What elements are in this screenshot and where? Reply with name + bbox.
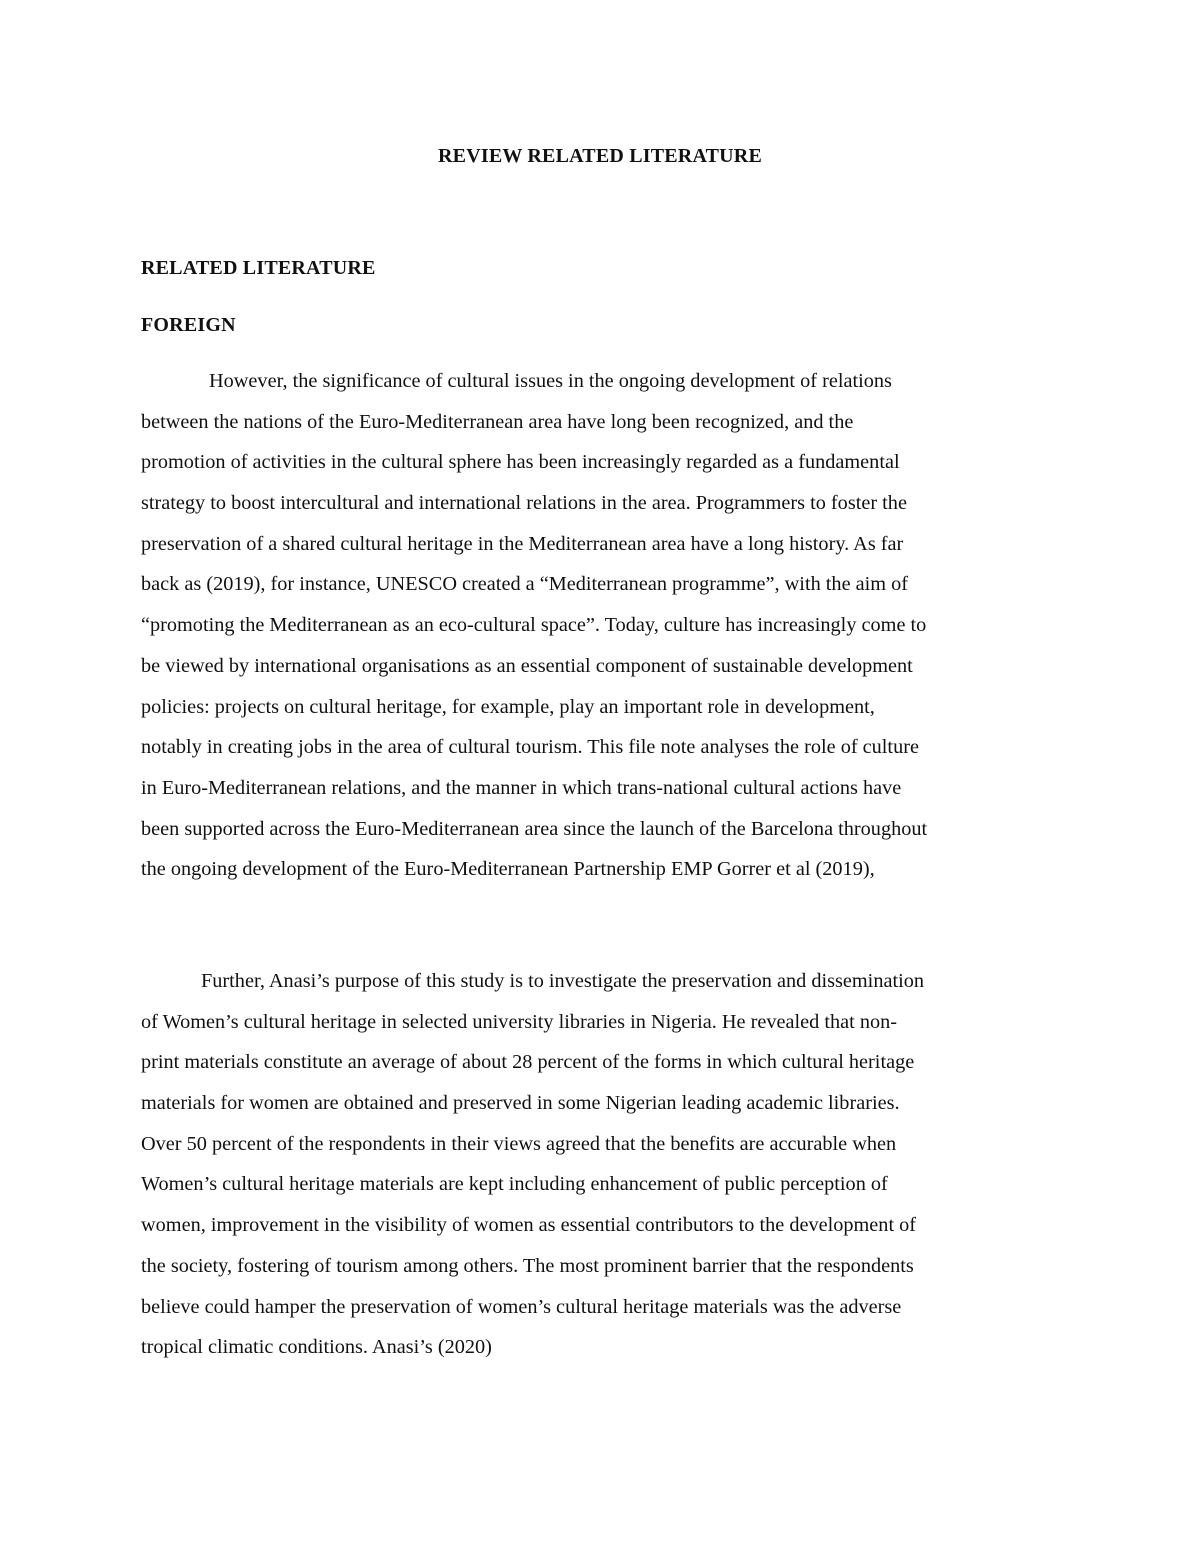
paragraph-line: “promoting the Mediterranean as an eco-cultural space”. Today, culture has increasingly come to [141, 614, 927, 637]
paragraph-line: Women’s cultural heritage materials are kept including enhancement of public perception of [141, 1173, 888, 1196]
section-heading: RELATED LITERATURE [141, 257, 376, 279]
paragraph-line: between the nations of the Euro-Mediterranean area have long been recognized, and the [141, 410, 854, 433]
paragraph-line: However, the significance of cultural issues in the ongoing development of relations [209, 370, 892, 392]
paragraph-line: Further, Anasi’s purpose of this study is to investigate the preservation and dissemination [201, 970, 925, 992]
paragraph-line: preservation of a shared cultural heritage in the Mediterranean area have a long history. As far [141, 532, 904, 555]
paragraph-line: been supported across the Euro-Mediterranean area since the launch of the Barcelona throughout [141, 817, 928, 840]
paragraph-line: strategy to boost intercultural and international relations in the area. Programmers to foster the [141, 492, 907, 515]
paragraph-foreign-2 [141, 961, 1061, 1368]
paragraph-line: believe could hamper the preservation of women’s cultural heritage materials was the adverse [141, 1295, 902, 1318]
paragraph-line: be viewed by international organisations as an essential component of sustainable development [141, 654, 913, 677]
paragraph-line: the ongoing development of the Euro-Mediterranean Partnership EMP Gorrer et al (2019), [141, 858, 875, 881]
paragraph-line: women, improvement in the visibility of women as essential contributors to the development of [141, 1214, 917, 1237]
paragraph-line: tropical climatic conditions. Anasi’s (2020) [141, 1336, 492, 1359]
paragraph-line: print materials constitute an average of about 28 percent of the forms in which cultural heritage [141, 1051, 915, 1074]
paragraph-line: Over 50 percent of the respondents in their views agreed that the benefits are accurable when [141, 1132, 897, 1155]
paragraph-foreign-1 [141, 361, 1061, 890]
subsection-heading: FOREIGN [141, 314, 236, 336]
paragraph-line: promotion of activities in the cultural sphere has been increasingly regarded as a fundamental [141, 451, 900, 474]
paragraph-line: of Women’s cultural heritage in selected university libraries in Nigeria. He revealed that non- [141, 1010, 898, 1033]
paragraph-line: back as (2019), for instance, UNESCO created a “Mediterranean programme”, with the aim of [141, 573, 909, 596]
document-title: REVIEW RELATED LITERATURE [438, 145, 762, 167]
paragraph-line: materials for women are obtained and preserved in some Nigerian leading academic libraries. [141, 1092, 900, 1115]
paragraph-line: policies: projects on cultural heritage, for example, play an important role in development, [141, 695, 875, 718]
paragraph-line: in Euro-Mediterranean relations, and the manner in which trans-national cultural actions have [141, 776, 902, 799]
paragraph-line: the society, fostering of tourism among others. The most prominent barrier that the respondents [141, 1254, 914, 1277]
paragraph-line: notably in creating jobs in the area of cultural tourism. This file note analyses the role of culture [141, 736, 919, 759]
